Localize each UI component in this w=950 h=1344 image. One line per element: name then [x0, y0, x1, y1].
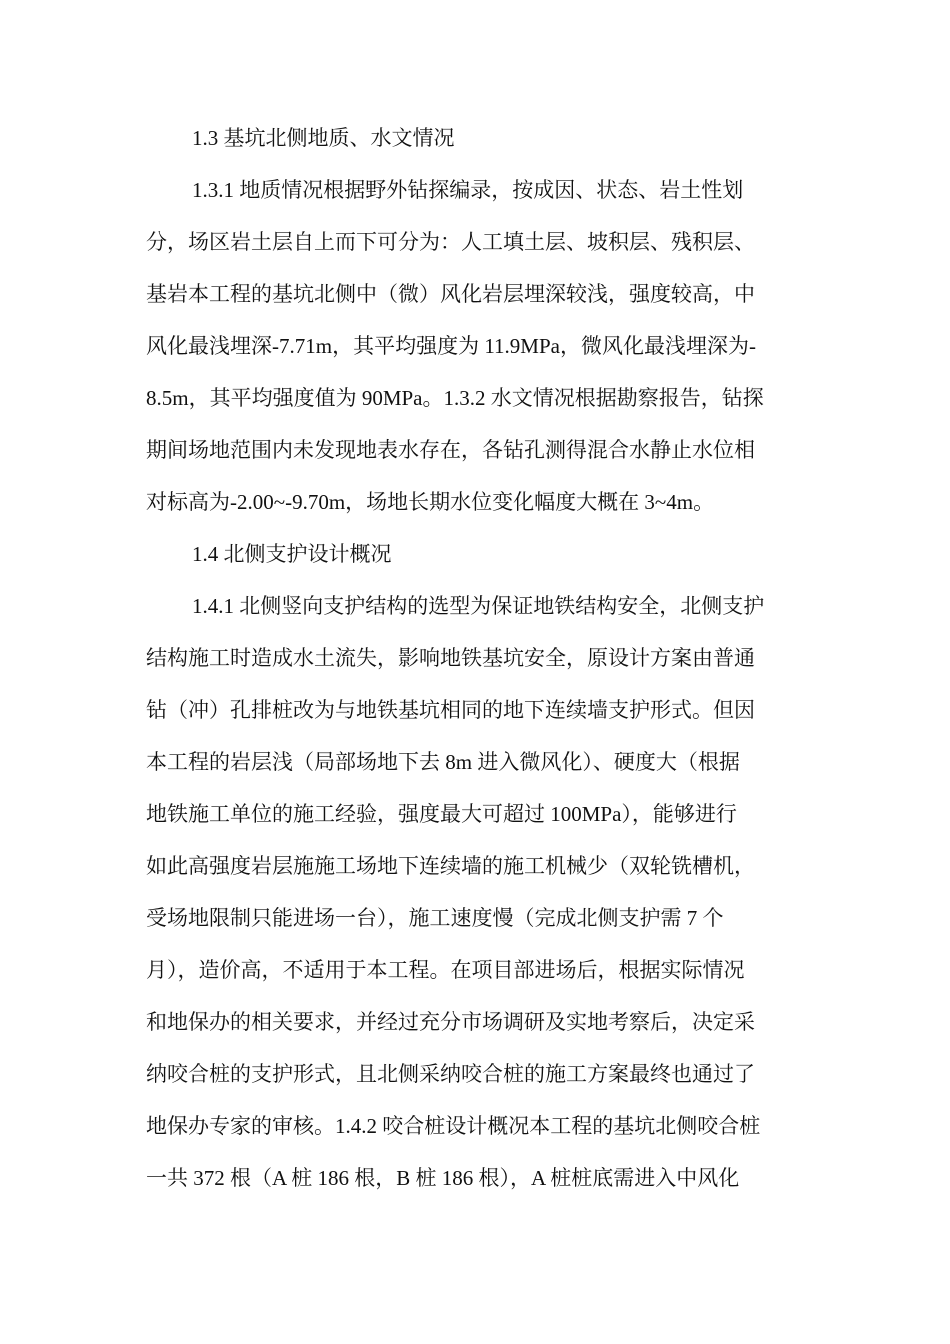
paragraph-line: 月），造价高，不适用于本工程。在项目部进场后，根据实际情况 — [146, 958, 745, 982]
paragraph-line: 期间场地范围内未发现地表水存在，各钻孔测得混合水静止水位相 — [146, 438, 755, 462]
paragraph-line: 本工程的岩层浅（局部场地下去 8m 进入微风化）、硬度大（根据 — [146, 750, 740, 774]
paragraph-line: 结构施工时造成水土流失，影响地铁基坑安全，原设计方案由普通 — [146, 646, 755, 670]
paragraph-line: 风化最浅埋深-7.71m，其平均强度为 11.9MPa，微风化最浅埋深为- — [146, 334, 756, 358]
paragraph-line: 分，场区岩土层自上而下可分为：人工填土层、坡积层、残积层、 — [146, 230, 755, 254]
paragraph-line: 如此高强度岩层施施工场地下连续墙的施工机械少（双轮铣槽机， — [146, 854, 755, 878]
paragraph-line: 地铁施工单位的施工经验，强度最大可超过 100MPa），能够进行 — [146, 802, 737, 826]
section-paragraph-1-4 — [146, 580, 806, 1204]
paragraph-line: 1.3.1 地质情况根据野外钻探编录，按成因、状态、岩土性划 — [192, 178, 744, 202]
paragraph-line: 8.5m，其平均强度值为 90MPa。1.3.2 水文情况根据勘察报告，钻探 — [146, 386, 764, 410]
paragraph-line: 一共 372 根（A 桩 186 根，B 桩 186 根），A 桩桩底需进入中风化 — [146, 1166, 740, 1190]
paragraph-line: 钻（冲）孔排桩改为与地铁基坑相同的地下连续墙支护形式。但因 — [146, 698, 755, 722]
section-heading-1-3: 1.3 基坑北侧地质、水文情况 — [192, 126, 455, 150]
paragraph-line: 和地保办的相关要求，并经过充分市场调研及实地考察后，决定采 — [146, 1010, 755, 1034]
paragraph-line: 基岩本工程的基坑北侧中（微）风化岩层埋深较浅，强度较高，中 — [146, 282, 755, 306]
section-paragraph-1-3 — [146, 164, 806, 528]
paragraph-line: 对标高为-2.00~-9.70m，场地长期水位变化幅度大概在 3~4m。 — [146, 490, 715, 514]
paragraph-line: 1.4.1 北侧竖向支护结构的选型为保证地铁结构安全，北侧支护 — [192, 594, 765, 618]
section-heading-1-4: 1.4 北侧支护设计概况 — [192, 542, 392, 566]
document-body — [146, 112, 806, 1204]
paragraph-line: 地保办专家的审核。1.4.2 咬合桩设计概况本工程的基坑北侧咬合桩 — [146, 1114, 761, 1138]
paragraph-line: 纳咬合桩的支护形式，且北侧采纳咬合桩的施工方案最终也通过了 — [146, 1062, 755, 1086]
paragraph-line: 受场地限制只能进场一台），施工速度慢（完成北侧支护需 7 个 — [146, 906, 724, 930]
